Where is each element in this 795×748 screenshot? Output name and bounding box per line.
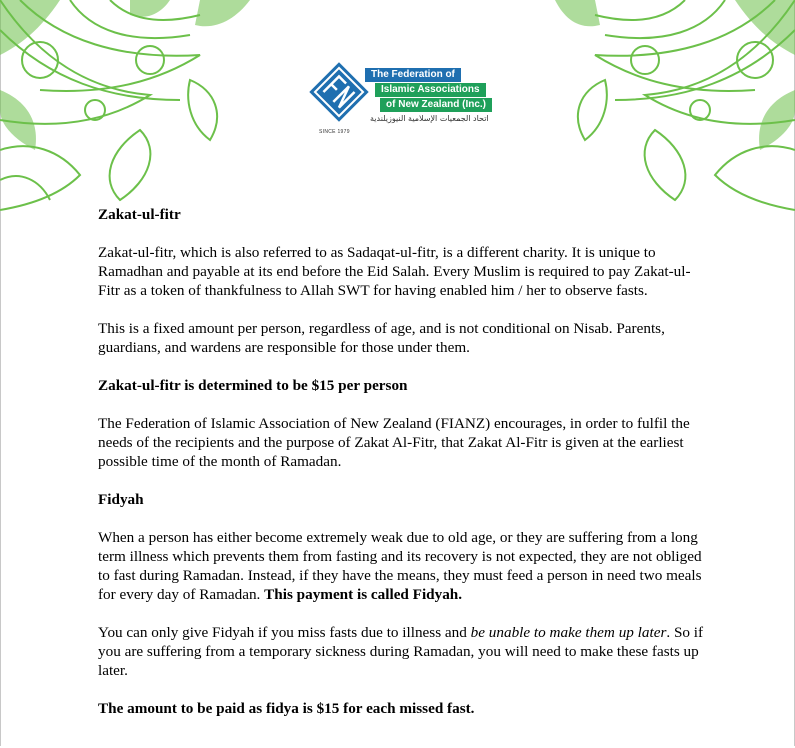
logo-name-line-2: Islamic Associations [375,83,486,97]
zakat-paragraph-2: This is a fixed amount per person, regardless of age, and is not conditional on Nisab. Parents, guardians, and wardens are responsible for those under them. [98,320,665,356]
fidyah-paragraph-2-italic: be unable to make them up later [470,624,667,641]
fidyah-heading: Fidyah [98,491,144,508]
floral-ornament-right [555,0,795,215]
document-body [98,205,708,718]
fianz-monogram-icon [308,61,370,123]
fidyah-paragraph-2 [98,623,708,680]
fidyah-amount: The amount to be paid as fidya is $15 for each missed fast. [98,700,475,717]
logo-name-line-3: of New Zealand (Inc.) [380,98,492,112]
fianz-logo [300,55,500,140]
fidyah-paragraph-2-start: You can only give Fidyah if you miss fasts due to illness and [98,624,467,641]
fidyah-paragraph-1-text: When a person has either become extremely weak due to old age, or they are suffering from a long term illness which prevents them from fasting and its recovery is not expected, they are not obliged to fast during Ramadan. Instead, if they have the means, they must feed a person in need two meals for every day of Ramadan. [98,529,702,603]
logo-arabic-name: اتحاد الجمعيات الإسلامية النيوزيلندية [370,114,489,123]
fidyah-paragraph-1 [98,528,708,604]
zakat-heading: Zakat-ul-fitr [98,206,181,223]
floral-ornament-left [0,0,250,215]
fidyah-payment-note: This payment is called Fidyah. [264,586,463,603]
logo-since: SINCE 1979 [319,129,350,135]
logo-name-line-1: The Federation of [365,68,461,82]
fidyah-paragraph-2-end: . So if you are suffering from a temporary sickness during Ramadan, you will need to make these fasts up later. [98,624,704,679]
zakat-amount: Zakat-ul-fitr is determined to be $15 per person [98,377,408,394]
zakat-paragraph-3: The Federation of Islamic Association of New Zealand (FIANZ) encourages, in order to fulfil the needs of the recipients and the purpose of Zakat Al-Fitr, that Zakat Al-Fitr is given at the earliest possible time of the month of Ramadan. [98,415,690,470]
zakat-paragraph-1: Zakat-ul-fitr, which is also referred to as Sadaqat-ul-fitr, is a different charity. It is unique to Ramadhan and payable at its end before the Eid Salah. Every Muslim is required to pay Zakat-ul-Fitr as a token of thankfulness to Allah SWT for having enabled him / her to observe fasts. [98,244,691,299]
